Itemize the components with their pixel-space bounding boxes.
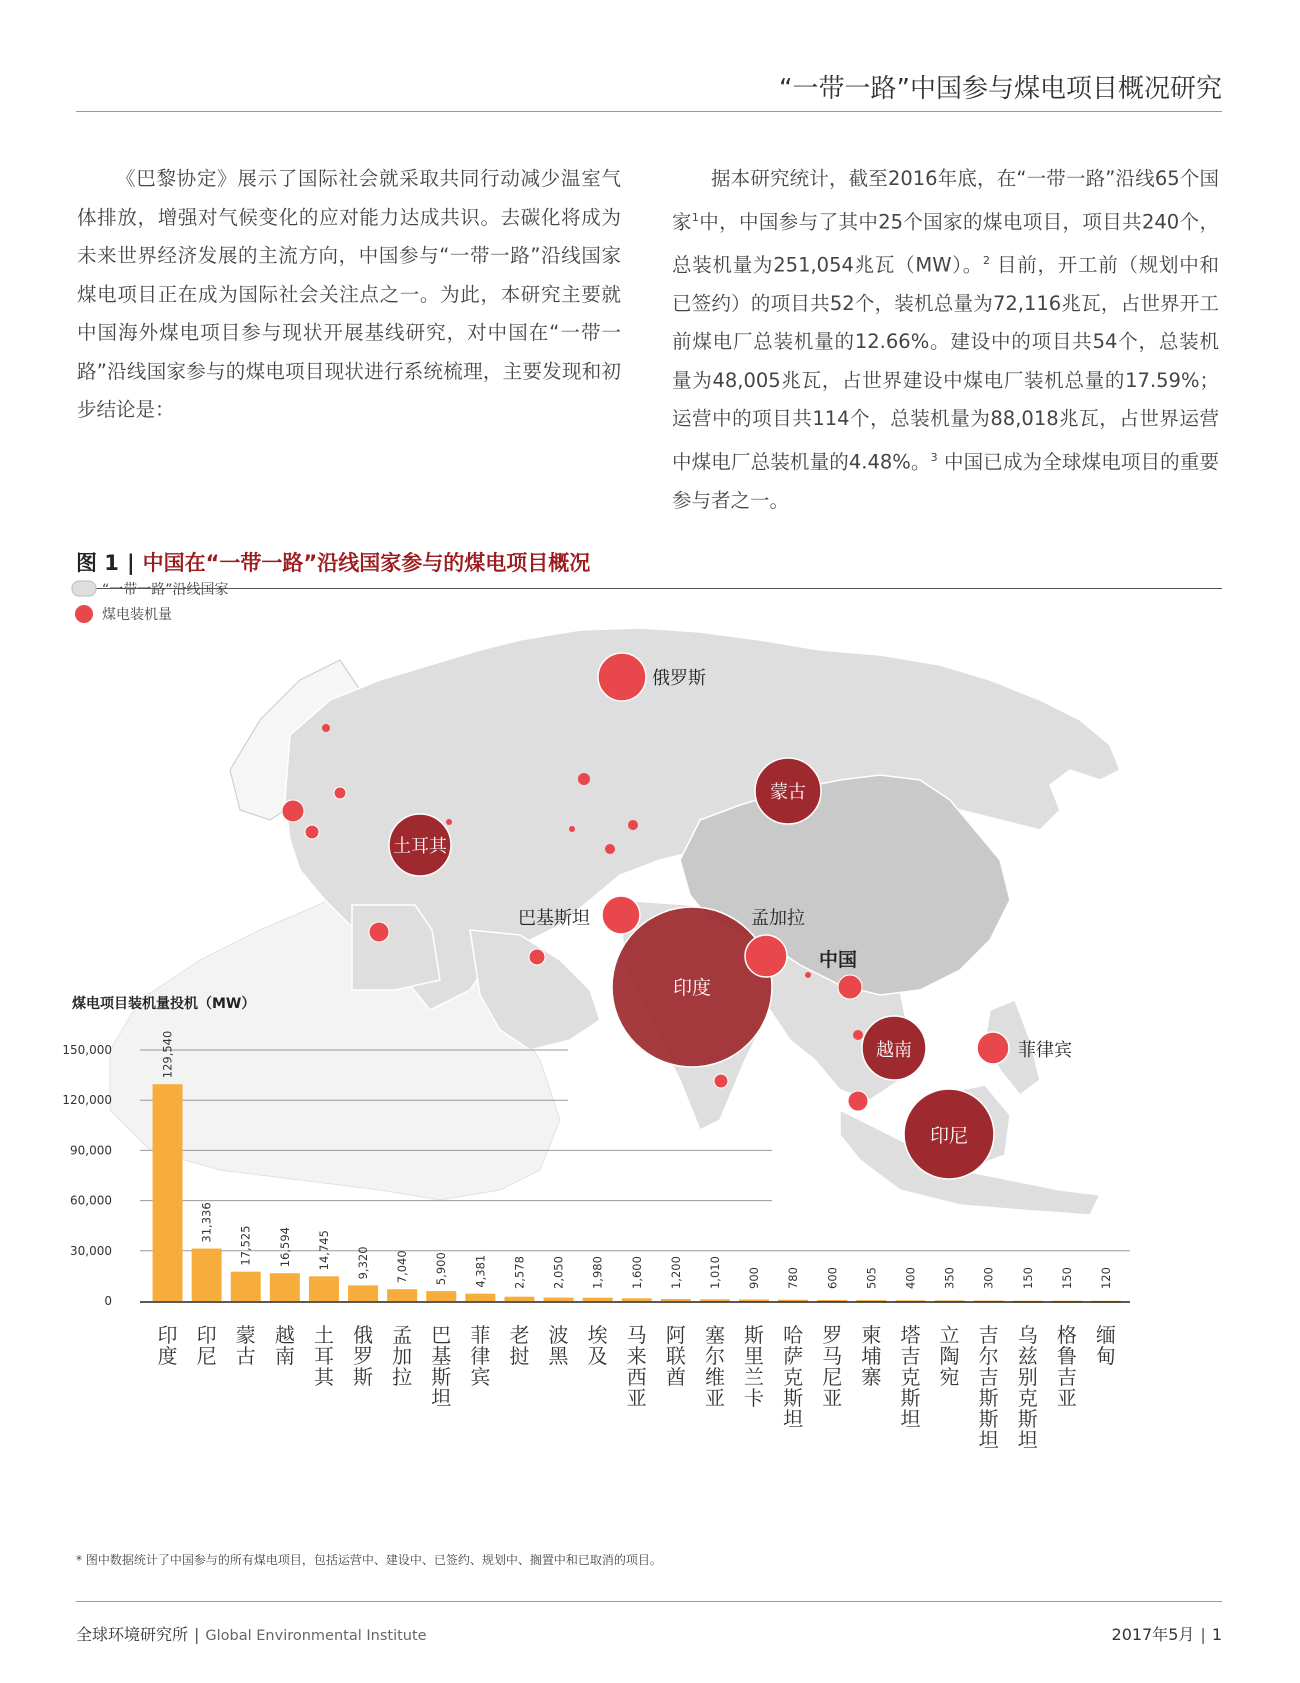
chart-category-label: 俄罗斯 xyxy=(353,1323,374,1389)
footer-page-separator: | xyxy=(1200,1625,1206,1644)
chart-bar xyxy=(426,1291,456,1301)
footer-org-cn: 全球环境研究所 xyxy=(76,1625,189,1644)
bubble-cambodia xyxy=(853,1030,863,1040)
chart-value-label: 400 xyxy=(903,1267,918,1289)
chart-value-label: 4,381 xyxy=(473,1254,488,1288)
chart-category-label: 越南 xyxy=(274,1323,295,1368)
chart-value-label: 600 xyxy=(825,1267,840,1289)
chart-category-label: 塞尔维亚 xyxy=(704,1323,725,1410)
chart-category-labels xyxy=(158,1323,1116,1452)
chart-y-tick-label: 90,000 xyxy=(70,1143,112,1158)
bubble-kazakhstan xyxy=(578,773,590,785)
bubble-egypt xyxy=(369,922,389,942)
chart-value-label: 1,200 xyxy=(668,1256,683,1289)
bubble-laos xyxy=(838,975,862,999)
map-label-turkey: 土耳其 xyxy=(393,836,447,857)
chart-title: 煤电项目装机量投机（MW） xyxy=(72,996,256,1012)
footer-date-page xyxy=(1112,1622,1222,1645)
chart-value-label: 120 xyxy=(1098,1267,1113,1289)
chart-value-label: 350 xyxy=(942,1267,957,1289)
chart-value-label: 150 xyxy=(1059,1267,1074,1289)
chart-value-label: 9,320 xyxy=(356,1246,371,1280)
bubble-pakistan xyxy=(602,896,640,934)
intro-right-text-1: 据本研究统计，截至2016年底，在“一带一路”沿线65个国家 xyxy=(672,167,1219,233)
bubble-uae xyxy=(529,949,545,965)
header-title: “一带一路”中国参与煤电项目概况研究 xyxy=(779,74,1222,104)
bubble-bosnia xyxy=(282,800,304,822)
chart-value-label: 16,594 xyxy=(277,1226,292,1268)
page-number: 1 xyxy=(1211,1625,1222,1644)
chart-category-label: 塔吉克斯坦 xyxy=(900,1323,921,1431)
chart-value-label: 2,578 xyxy=(512,1256,527,1289)
bubble-malaysia xyxy=(848,1091,868,1111)
footer-date: 2017年5月 xyxy=(1111,1625,1195,1644)
map-label-pakistan: 巴基斯坦 xyxy=(518,908,590,929)
footer-separator: | xyxy=(194,1625,200,1644)
chart-value-label: 780 xyxy=(786,1267,801,1289)
chart-bar xyxy=(544,1298,574,1301)
map-label-vietnam: 越南 xyxy=(876,1040,912,1061)
chart-value-label: 2,050 xyxy=(551,1256,566,1289)
bubble-russia xyxy=(598,653,646,701)
map-label-china: 中国 xyxy=(818,949,858,971)
chart-bar xyxy=(700,1299,730,1301)
bubble-bangladesh xyxy=(745,935,787,977)
chart-value-label: 300 xyxy=(981,1267,996,1289)
bubble-myanmar xyxy=(805,972,811,978)
chart-category-label: 罗马尼亚 xyxy=(822,1323,843,1410)
figure-map-and-chart xyxy=(0,582,1300,1540)
footnote-ref-3: 3 xyxy=(930,450,938,464)
map-label-india: 印度 xyxy=(672,977,712,999)
chart-category-label: 立陶宛 xyxy=(939,1323,960,1389)
figure-separator: | xyxy=(126,551,135,575)
figure-title-text: 中国在“一带一路”沿线国家参与的煤电项目概况 xyxy=(142,551,591,575)
chart-value-label: 505 xyxy=(864,1267,879,1289)
chart-y-tick-label: 30,000 xyxy=(70,1243,112,1258)
bubble-romania xyxy=(334,787,346,799)
chart-value-label: 129,540 xyxy=(160,1030,175,1079)
intro-right-text-2: 中，中国参与了其中25个国家的煤电项目，项目共240个，总装机量为251,054兆瓦（MW）。 xyxy=(672,210,1219,276)
chart-bar xyxy=(622,1298,652,1301)
map xyxy=(72,581,1120,1215)
map-label-russia: 俄罗斯 xyxy=(652,668,706,689)
chart-bar xyxy=(153,1084,183,1301)
header-divider xyxy=(76,111,1222,112)
bubble-georgia xyxy=(446,819,452,825)
intro-paragraph-left: 《巴黎协定》展示了国际社会就采取共同行动减少温室气体排放，增强对气候变化的应对能力达成共识。去碳化将成为未来世界经济发展的主流方向，中国参与“一带一路”沿线国家煤电项目正在成为国际社会关注点之一。为此，本研究主要就中国海外煤电项目参与现状开展基线研究，对中国在“一带一路”沿线国家参与的煤电项目现状进行系统梳理，主要发现和初步结论是： xyxy=(77,167,621,421)
intro-paragraph-right xyxy=(672,160,1219,520)
chart-value-label: 14,745 xyxy=(316,1230,331,1271)
chart-bar xyxy=(739,1299,769,1301)
chart-y-tick-label: 60,000 xyxy=(70,1193,112,1208)
chart-category-label: 格鲁吉亚 xyxy=(1056,1323,1077,1410)
legend-bubble-label: 煤电装机量 xyxy=(102,607,172,623)
chart-category-label: 埃及 xyxy=(587,1323,608,1368)
chart-bar xyxy=(348,1285,378,1301)
intro-right-text-3: 目前，开工前（规划中和已签约）的项目共52个，装机总量为72,116兆瓦，占世界开工前煤电厂总装机量的12.66%。建设中的项目共54个，总装机量为48,005兆瓦，占世界建设中煤电厂装机总量的17.59%；运营中的项目共114个，总装机量为88,018兆瓦，占世界运营中煤电厂总装机量的4.48%。 xyxy=(672,253,1220,473)
chart-category-label: 印尼 xyxy=(196,1323,217,1368)
map-label-indonesia: 印尼 xyxy=(929,1125,969,1147)
map-label-philippines: 菲律宾 xyxy=(1018,1040,1072,1061)
chart-value-label: 5,900 xyxy=(434,1252,449,1286)
chart-bar xyxy=(309,1276,339,1301)
footer-org-en: Global Environmental Institute xyxy=(205,1628,427,1644)
bubble-lithuania xyxy=(322,724,330,732)
chart-bar xyxy=(270,1273,300,1301)
figure-divider xyxy=(76,588,1222,589)
chart-category-label: 波黑 xyxy=(548,1323,569,1368)
chart-value-label: 1,600 xyxy=(629,1256,644,1289)
chart-bar xyxy=(387,1289,417,1301)
chart-y-tick-label: 120,000 xyxy=(62,1093,112,1108)
chart-value-label: 150 xyxy=(1020,1267,1035,1289)
chart-category-label: 菲律宾 xyxy=(470,1323,491,1389)
chart-y-tick-label: 150,000 xyxy=(62,1043,112,1057)
bubble-philippines xyxy=(977,1032,1009,1064)
chart-bar xyxy=(504,1297,534,1301)
chart-value-label: 17,525 xyxy=(238,1225,253,1266)
footnote-ref-2: 2 xyxy=(983,253,991,267)
chart-category-label: 巴基斯坦 xyxy=(431,1323,452,1410)
chart-category-label: 斯里兰卡 xyxy=(744,1323,765,1410)
chart-y-tick-label: 0 xyxy=(104,1294,112,1308)
legend-region-label: “一带一路”沿线国家 xyxy=(102,582,229,598)
chart-category-label: 蒙古 xyxy=(235,1323,256,1368)
chart-category-label: 哈萨克斯坦 xyxy=(783,1323,804,1431)
chart-category-label: 阿联酋 xyxy=(665,1323,686,1389)
bubble-serbia xyxy=(305,825,319,839)
chart-category-label: 缅甸 xyxy=(1095,1323,1116,1368)
chart-category-label: 马来西亚 xyxy=(626,1323,647,1410)
bubble-uzbekistan xyxy=(569,826,575,832)
chart-category-label: 吉尔吉斯斯坦 xyxy=(978,1323,999,1452)
chart-category-label: 孟加拉 xyxy=(392,1323,413,1389)
intro-right-text-4: 中国已成为全球煤电项目的重要参与者之一。 xyxy=(672,450,1219,512)
chart-bar xyxy=(192,1249,222,1301)
chart-category-label: 老挝 xyxy=(509,1323,530,1368)
bubble-tajikistan xyxy=(605,844,615,854)
figure-number: 图 1 xyxy=(76,551,119,575)
map-label-bangladesh: 孟加拉 xyxy=(751,908,805,929)
chart-category-label: 印度 xyxy=(157,1323,178,1368)
chart-category-label: 柬埔寨 xyxy=(861,1323,882,1389)
chart-value-label: 1,010 xyxy=(707,1256,722,1289)
chart-value-label: 1,980 xyxy=(590,1256,605,1289)
chart-bar xyxy=(661,1299,691,1301)
footnote-ref-1: 1 xyxy=(691,210,699,224)
chart-bar xyxy=(465,1294,495,1301)
chart-value-label: 31,336 xyxy=(199,1202,214,1243)
map-label-mongolia: 蒙古 xyxy=(770,782,806,803)
footer-divider xyxy=(76,1601,1222,1602)
chart-category-label: 土耳其 xyxy=(313,1323,334,1389)
chart-bar xyxy=(231,1272,261,1301)
figure-title xyxy=(76,547,590,577)
legend-bubble-swatch xyxy=(75,605,93,623)
chart-value-label: 7,040 xyxy=(395,1250,410,1284)
chart-y-axis xyxy=(62,1043,112,1308)
chart-category-label: 乌兹别克斯坦 xyxy=(1017,1323,1038,1452)
legend-region-swatch xyxy=(72,581,96,596)
chart-bar xyxy=(583,1298,613,1301)
footnote: * 图中数据统计了中国参与的所有煤电项目，包括运营中、建设中、已签约、规划中、搁置中和已取消的项目。 xyxy=(76,1553,662,1567)
chart-value-label: 900 xyxy=(747,1267,762,1289)
bubble-sri-lanka xyxy=(714,1074,728,1088)
bubble-kyrgyzstan xyxy=(628,820,638,830)
footer-organization xyxy=(76,1622,427,1645)
